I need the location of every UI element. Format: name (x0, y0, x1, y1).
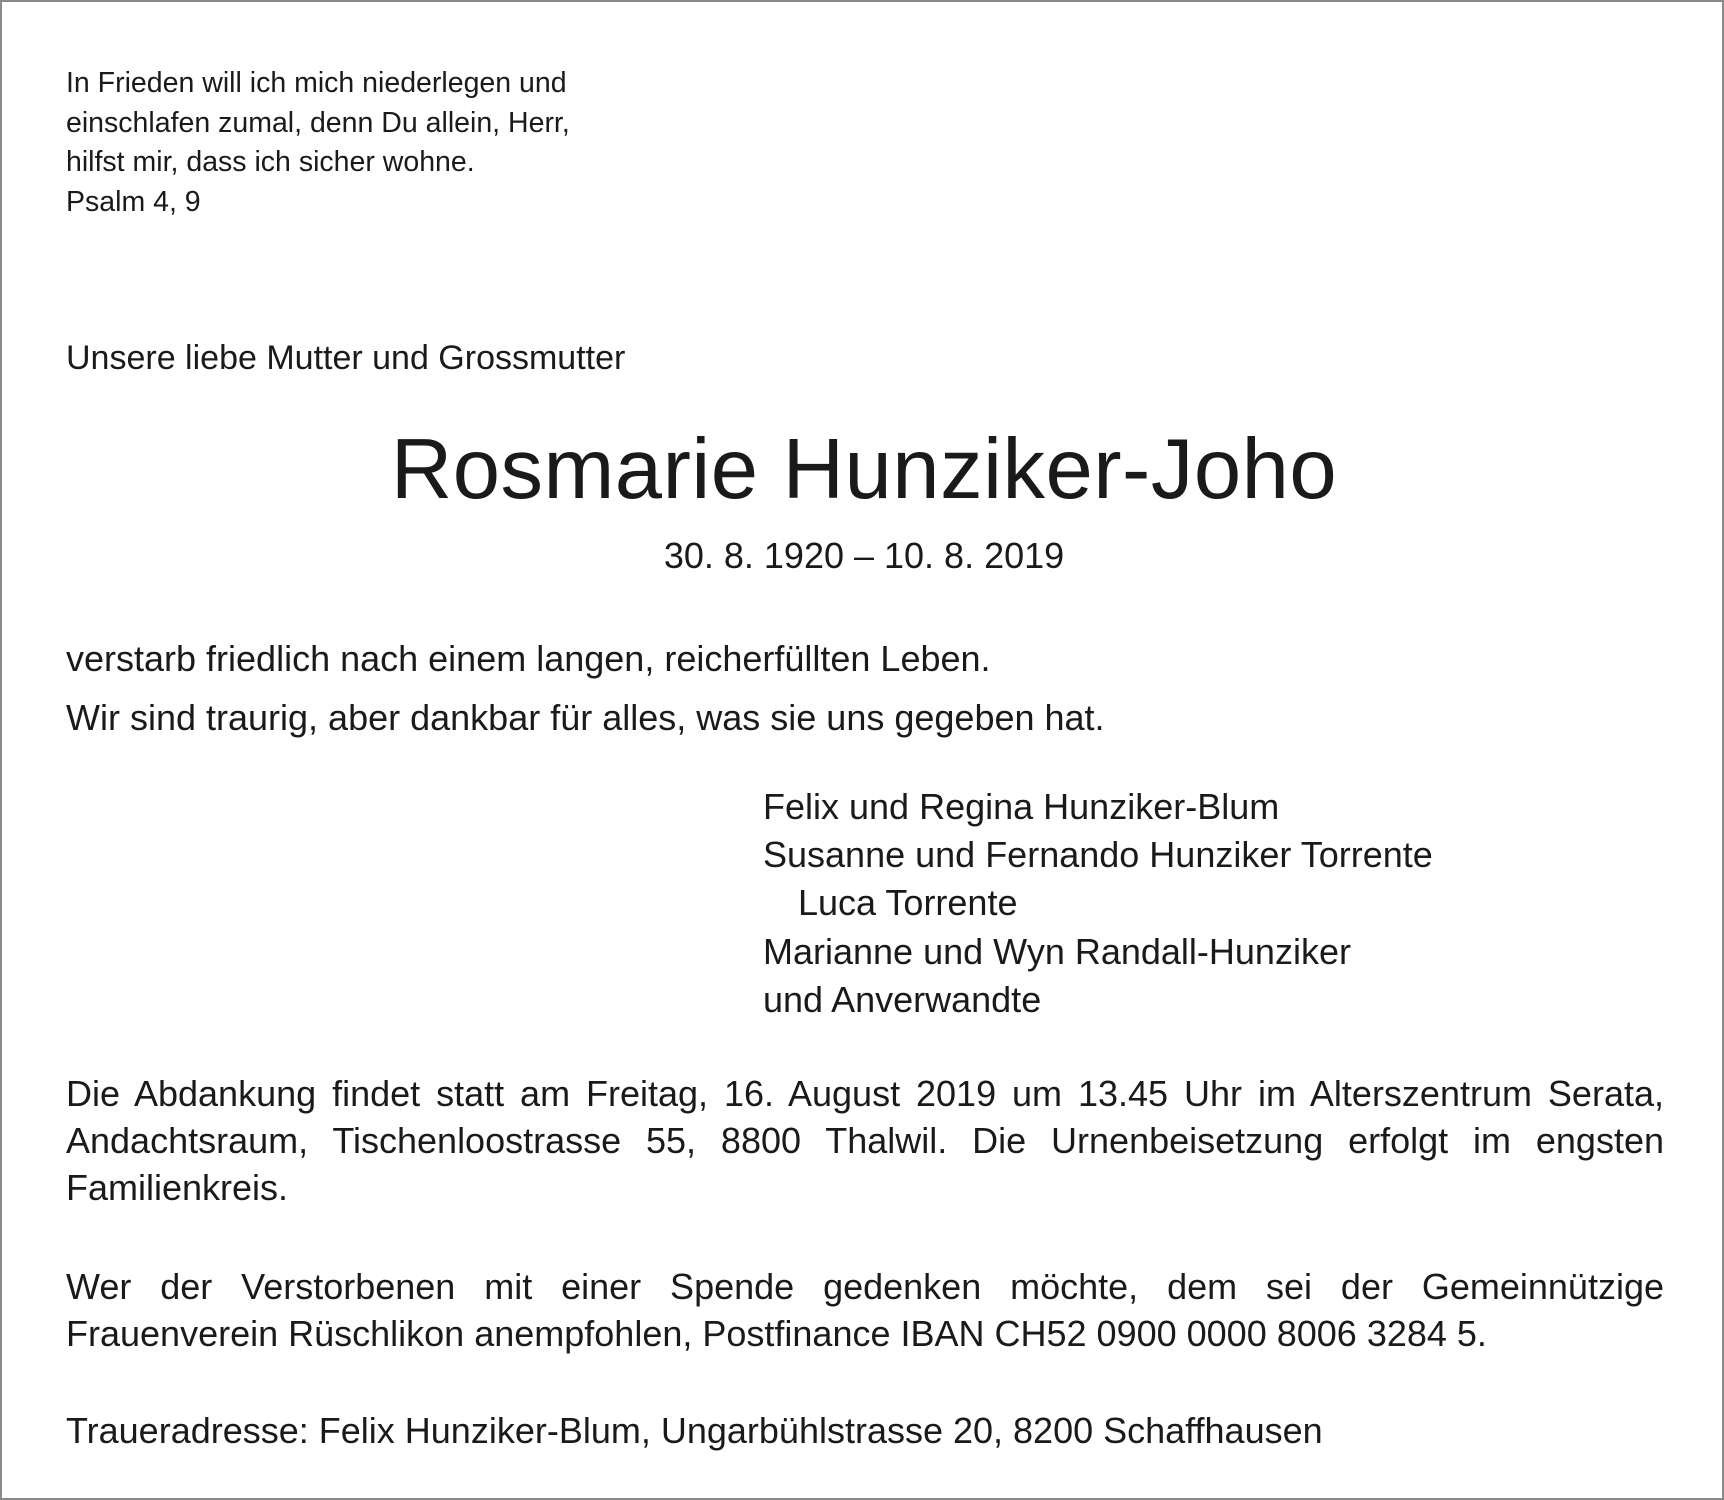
family-member: Susanne und Fernando Hunziker Torrente (763, 834, 1433, 876)
message-line: Wir sind traurig, aber dankbar für alles, was sie uns gegeben hat. (66, 697, 1105, 738)
family-member: Marianne und Wyn Randall-Hunziker (763, 930, 1351, 972)
message-text (66, 629, 1105, 747)
family-member: Luca Torrente (798, 882, 1018, 924)
mourning-address: Traueradresse: Felix Hunziker-Blum, Ungarbühlstrasse 20, 8200 Schaffhausen (66, 1410, 1323, 1451)
family-member: Felix und Regina Hunziker-Blum (763, 786, 1280, 827)
family-signature (763, 783, 1433, 1024)
psalm-quote (66, 64, 570, 222)
donation-paragraph: Wer der Verstorbenen mit einer Spende gedenken möchte, dem sei der Gemeinnützige Frauenverein Rüschlikon anempfohlen, Postfinance IBAN CH52 0900 0000 8006 3284 5. (66, 1266, 1664, 1354)
psalm-line: einschlafen zumal, denn Du allein, Herr, (66, 106, 570, 139)
psalm-line: hilfst mir, dass ich sicher wohne. (66, 146, 475, 178)
life-dates: 30. 8. 1920 – 10. 8. 2019 (663, 535, 1065, 576)
message-line: verstarb friedlich nach einem langen, reicherfüllten Leben. (66, 638, 991, 679)
psalm-reference: Psalm 4, 9 (66, 185, 201, 218)
psalm-line: In Frieden will ich mich niederlegen und (66, 67, 567, 99)
intro-line: Unsere liebe Mutter und Grossmutter (66, 339, 626, 377)
deceased-name: Rosmarie Hunziker-Joho (390, 422, 1338, 517)
ceremony-paragraph: Die Abdankung findet statt am Freitag, 16. August 2019 um 13.45 Uhr im Alterszentrum Serata, Andachtsraum, Tischenloostrasse 55, 8800 Thalwil. Die Urnenbeisetzung erfolgt im engsten Familienkreis. (66, 1073, 1664, 1208)
family-member: und Anverwandte (763, 978, 1042, 1020)
